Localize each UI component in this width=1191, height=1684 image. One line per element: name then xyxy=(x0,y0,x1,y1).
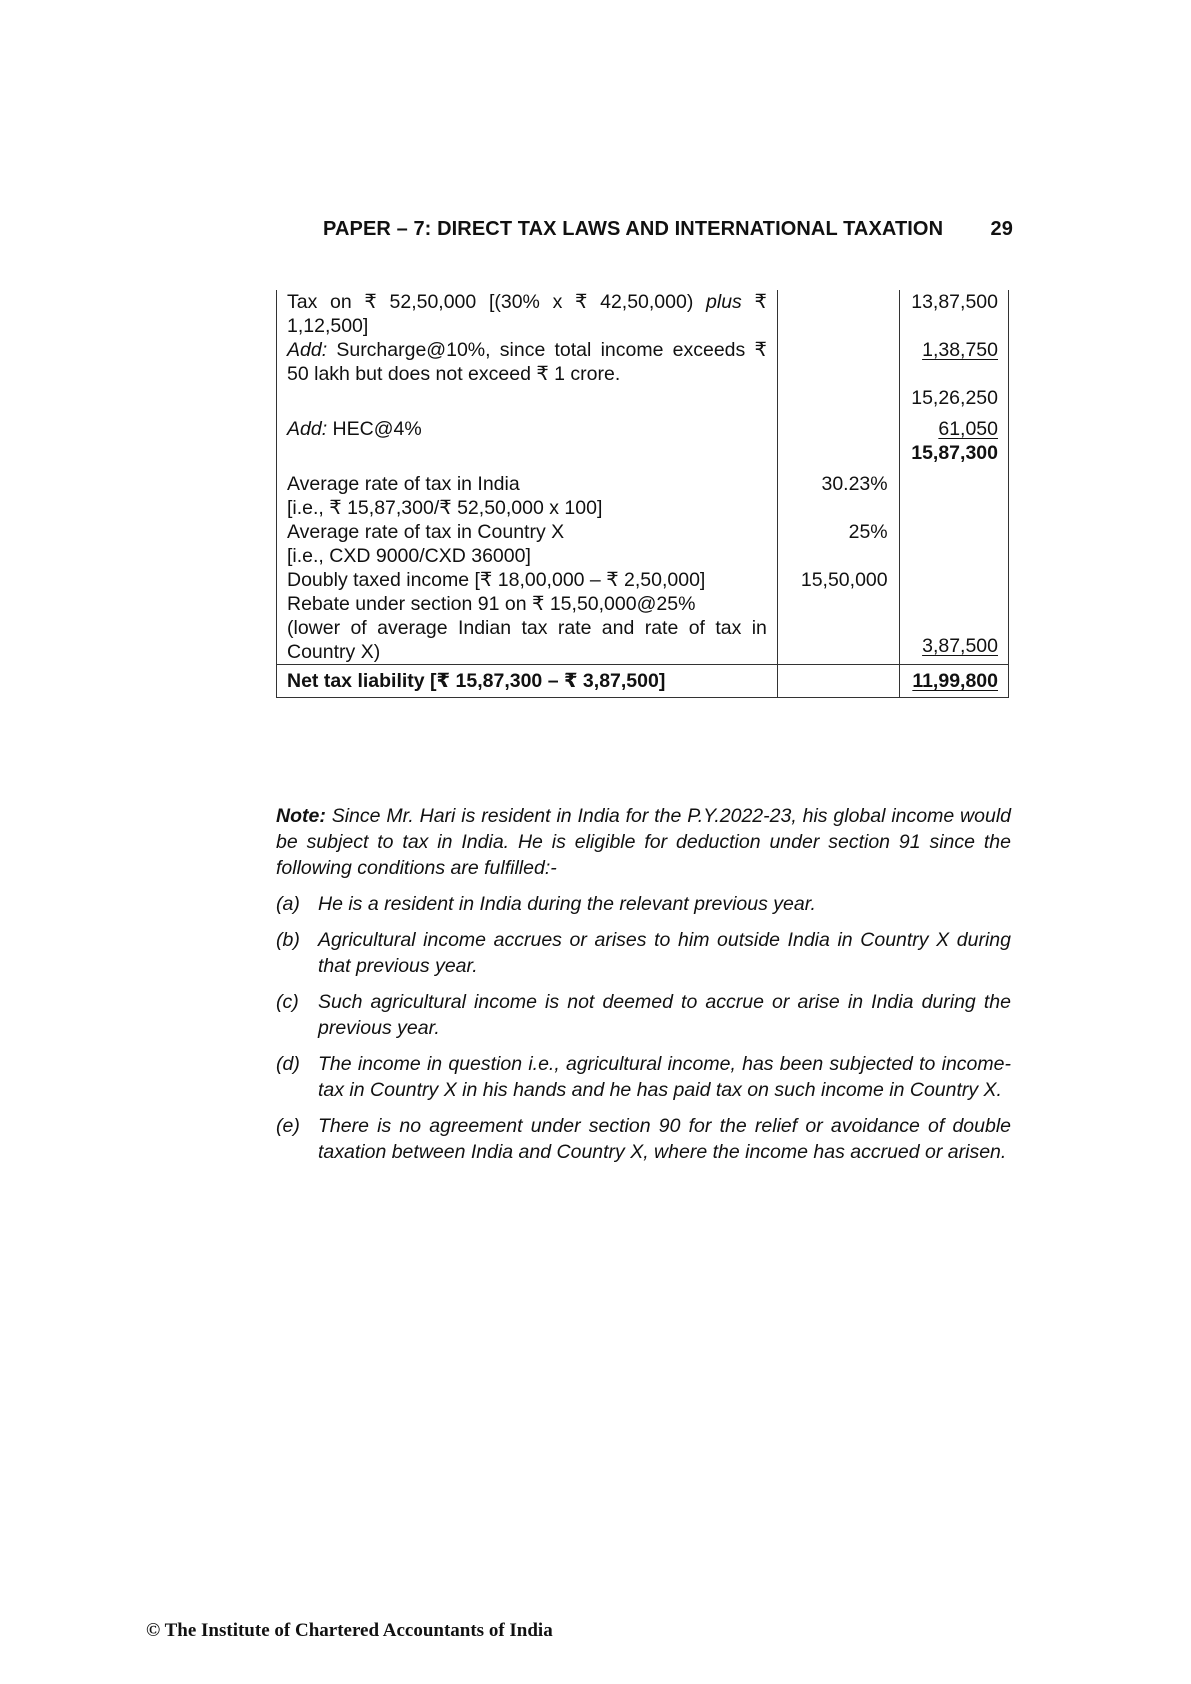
copyright-footer: © The Institute of Chartered Accountants of India xyxy=(146,1620,553,1641)
table-row xyxy=(277,520,1009,544)
table-row xyxy=(277,441,1009,472)
note-text: Since Mr. Hari is resident in India for the P.Y.2022-23, his global income would be subject to tax in India. He is eligible for deduction under section 91 since the following conditions are fulfilled:- xyxy=(276,805,1011,879)
item-text: He is a resident in India during the relevant previous year. xyxy=(318,893,816,915)
item-text: The income in question i.e., agricultural income, has been subjected to income-tax in Country X in his hands and he has paid tax on such income in Country X. xyxy=(318,1053,1011,1101)
item-label: (c) xyxy=(276,991,299,1013)
row-amount: 15,26,250 xyxy=(911,387,998,409)
paper-title: PAPER – 7: DIRECT TAX LAWS AND INTERNATIONAL TAXATION xyxy=(323,218,944,240)
row-amount: 3,87,500 xyxy=(922,635,998,657)
item-text: There is no agreement under section 90 for the relief or avoidance of double taxation between India and Country X, where the income has accrued or arisen. xyxy=(318,1115,1011,1163)
list-item xyxy=(276,989,1011,1041)
row-amount: 61,050 xyxy=(938,418,998,440)
table-row-total xyxy=(277,665,1009,698)
list-item xyxy=(276,891,1011,917)
row-desc: [i.e., ₹ 15,87,300/₹ 52,50,000 x 100] xyxy=(287,497,603,519)
list-item xyxy=(276,927,1011,979)
item-label: (a) xyxy=(276,893,300,915)
row-value: 15,50,000 xyxy=(800,569,888,591)
net-tax-label: Net tax liability [₹ 15,87,300 – ₹ 3,87,500] xyxy=(287,670,666,692)
row-amount: 15,87,300 xyxy=(911,442,998,464)
table-row xyxy=(277,616,1009,665)
row-desc: Surcharge@10%, since total income exceeds ₹ 50 lakh but does not exceed ₹ 1 crore. xyxy=(287,339,767,385)
table-row xyxy=(277,568,1009,592)
table-row xyxy=(277,496,1009,520)
row-amount: 1,38,750 xyxy=(922,339,998,361)
row-desc: Average rate of tax in Country X xyxy=(287,521,565,543)
table-row xyxy=(277,472,1009,496)
page-header xyxy=(323,218,1013,241)
row-desc: Doubly taxed income [₹ 18,00,000 – ₹ 2,50,000] xyxy=(287,569,706,591)
table-row xyxy=(277,386,1009,417)
row-rate: 30.23% xyxy=(821,473,888,495)
plus-word: plus xyxy=(706,291,742,313)
row-desc: HEC@4% xyxy=(327,418,422,440)
conditions-list xyxy=(276,891,1011,1175)
page-number: 29 xyxy=(990,218,1013,240)
list-item xyxy=(276,1051,1011,1103)
item-text: Such agricultural income is not deemed to accrue or arise in India during the previous year. xyxy=(318,991,1011,1039)
item-label: (e) xyxy=(276,1115,300,1137)
net-tax-amount: 11,99,800 xyxy=(912,670,998,692)
row-rate: 25% xyxy=(848,521,888,543)
list-item xyxy=(276,1113,1011,1165)
item-text: Agricultural income accrues or arises to him outside India in Country X during that previous year. xyxy=(318,929,1011,977)
note-paragraph xyxy=(276,803,1011,881)
row-desc: Rebate under section 91 on ₹ 15,50,000@25% xyxy=(287,593,696,615)
row-desc: Average rate of tax in India xyxy=(287,473,520,495)
row-amount: 13,87,500 xyxy=(911,291,998,313)
table-row xyxy=(277,338,1009,386)
row-desc-cont: ₹ 1,12,500] xyxy=(287,291,767,337)
note-lead: Note: xyxy=(276,805,326,827)
table-row xyxy=(277,417,1009,441)
row-desc: [i.e., CXD 9000/CXD 36000] xyxy=(287,545,531,567)
table-row xyxy=(277,592,1009,616)
item-label: (b) xyxy=(276,929,300,951)
add-label: Add: xyxy=(287,339,328,361)
item-label: (d) xyxy=(276,1053,300,1075)
row-desc: (lower of average Indian tax rate and rate of tax in Country X) xyxy=(287,617,767,663)
add-label: Add: xyxy=(287,418,328,440)
row-desc: Tax on ₹ 52,50,000 [(30% x ₹ 42,50,000) xyxy=(287,291,707,313)
table-row xyxy=(277,544,1009,568)
tax-computation-table xyxy=(276,290,1009,698)
table-row xyxy=(277,290,1009,338)
